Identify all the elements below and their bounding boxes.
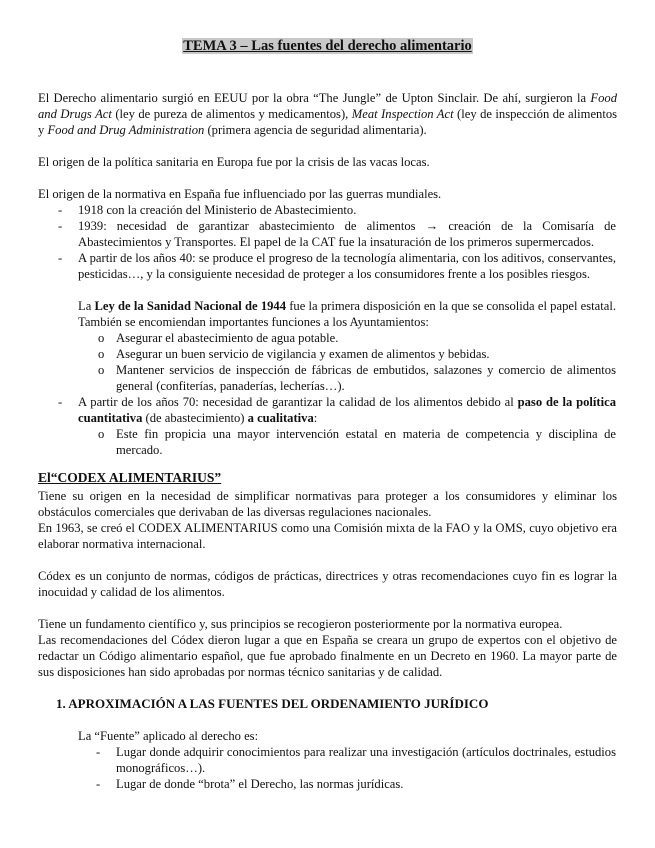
list-item: - 1918 con la creación del Ministerio de Abastecimiento. xyxy=(58,203,357,217)
list-item: - Lugar donde adquirir conocimientos para realizar una investigación (artículos doctrinales, estudios monográficos…). xyxy=(96,745,616,775)
europa-paragraph: El origen de la política sanitaria en Europa fue por la crisis de las vacas locas. xyxy=(38,155,430,169)
ley-paragraph: La Ley de la Sanidad Nacional de 1944 fue la primera disposición en la que se consolida el papel estatal. También se encomiendan importantes funciones a los Ayuntamientos: xyxy=(78,299,616,329)
codex-heading: El“CODEX ALIMENTARIUS” xyxy=(38,470,222,485)
dash-bullet: - xyxy=(58,203,63,217)
section-heading: 1. APROXIMACIÓN A LAS FUENTES DEL ORDENAMIENTO JURÍDICO xyxy=(56,696,489,711)
circle-bullet: o xyxy=(98,331,105,345)
dash-bullet: - xyxy=(58,395,63,409)
list-item: o Asegurar el abastecimiento de agua potable. xyxy=(98,331,339,345)
circle-bullet: o xyxy=(98,347,105,361)
dash-bullet: - xyxy=(96,745,101,759)
dash-bullet: - xyxy=(58,251,63,265)
circle-bullet: o xyxy=(98,363,105,377)
list-item: o Mantener servicios de inspección de fábricas de embutidos, salazones y comercio de alimentos general (confiterías, panaderías, lecherías…). xyxy=(98,363,616,393)
dash-bullet: - xyxy=(58,219,63,233)
list-item: o Asegurar un buen servicio de vigilancia y examen de alimentos y bebidas. xyxy=(98,347,490,361)
list-item: - A partir de los años 40: se produce el progreso de la tecnología alimentaria, con los aditivos, conservantes, pesticidas…, y la consiguiente necesidad de proteger a los consumidores frente a los posibles riesgos. xyxy=(58,251,616,281)
list-item: o Este fin propicia una mayor intervención estatal en materia de competencia y disciplina de mercado. xyxy=(98,427,616,457)
codex-paragraph: Tiene un fundamento científico y, sus principios se recogieron posteriormente por la normativa europea. Las recomendaciones del Códex dieron lugar a que en España se creara un grupo de expertos con el objetivo de redactar un Código alimentario español, que fue aprobado finalmente en un Decreto en 1960. La mayor parte de sus disposiciones han sido aprobadas por normas técnico sanitarias y de calidad. xyxy=(38,617,617,679)
page-title: TEMA 3 – Las fuentes del derecho alimentario xyxy=(183,38,472,54)
arrow-right-icon: → xyxy=(425,219,439,233)
espana-paragraph: El origen de la normativa en España fue influenciado por las guerras mundiales. xyxy=(38,187,442,201)
fuente-intro: La “Fuente” aplicado al derecho es: xyxy=(78,729,259,743)
intro-paragraph: El Derecho alimentario surgió en EEUU por la obra “The Jungle” de Upton Sinclair. De ahí, surgieron la Food and Drugs Act (ley de pureza de alimentos y medicamentos), Meat Inspection Act (ley de inspección de alimentos y Food and Drug Administration (primera agencia de seguridad alimentaria). xyxy=(38,91,618,137)
list-item: - A partir de los años 70: necesidad de garantizar la calidad de los alimentos debido al paso de la política cuantitativa (de abastecimiento) a cualitativa: xyxy=(58,395,617,425)
list-item: - 1939: necesidad de garantizar abastecimiento de alimentos → creación de la Comisaría de Abastecimientos y Transportes. El papel de la CAT fue la insaturación de los primeros supermercados. xyxy=(58,219,616,249)
dash-bullet: - xyxy=(96,777,101,791)
codex-paragraph: Tiene su origen en la necesidad de simplificar normativas para proteger a los consumidores y eliminar los obstáculos comerciales que derivaban de las diversas regulaciones nacionales. En 1963, se creó el CODEX ALIMENTARIUS como una Comisión mixta de la FAO y la OMS, cuyo objetivo era elaborar normativa internacional. xyxy=(38,489,617,551)
codex-paragraph: Códex es un conjunto de normas, códigos de prácticas, directrices y otras recomendaciones cuyo fin es lograr la inocuidad y calidad de los alimentos. xyxy=(38,569,617,599)
list-item: - Lugar de donde “brota” el Derecho, las normas jurídicas. xyxy=(96,777,404,791)
circle-bullet: o xyxy=(98,427,105,441)
